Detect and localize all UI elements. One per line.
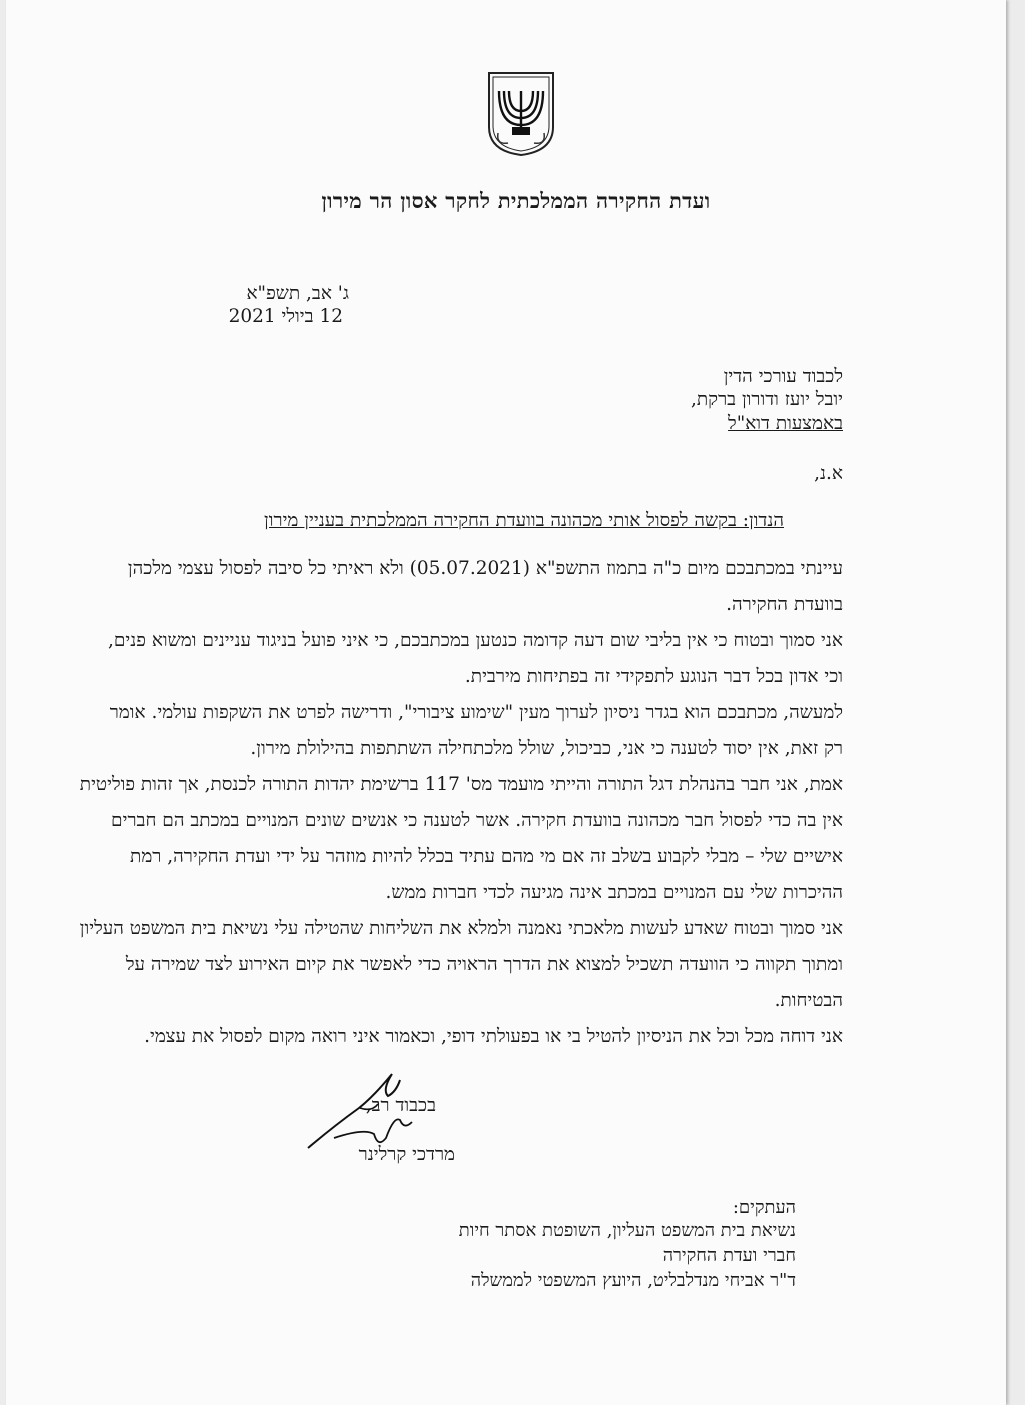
subject-line: הנדון: בקשה לפסול אותי מכהונה בוועדת החקירה הממלכתית בעניין מירון — [264, 510, 784, 531]
body-line: אישיים שלי – מבלי לקבוע בשלב זה אם מי מהם עתיד בכלל להיות מוזהר על ידי ועדת החקירה, רמת — [130, 846, 843, 867]
addressee-line-2: יובל יועז ודורון ברקת, — [691, 389, 843, 410]
date-gregorian: 12 ביולי 2021 — [228, 306, 343, 327]
body-line: עיינתי במכתבכם מיום כ"ה בתמוז התשפ"א (05.07.2021) ולא ראיתי כל סיבה לפסול עצמי מלכהן — [127, 558, 843, 579]
body-line: למעשה, מכתבכם הוא בגדר ניסיון לערוך מעין "שימוע ציבורי", ודרישה לפרט את השקפות עולמי. אומר — [109, 702, 843, 723]
body-line: הבטיחות. — [774, 990, 843, 1011]
body-line: אמת, אני חבר בהנהלת דגל התורה והייתי מועמד מס' 117 ברשימת יהדות התורה לכנסת, אך זהות פוליטית — [79, 774, 843, 795]
state-emblem-icon — [484, 69, 558, 157]
letter-page — [6, 0, 1006, 1405]
date-hebrew: ג' אב, תשפ"א — [246, 283, 349, 304]
body-line: בוועדת החקירה. — [726, 594, 843, 615]
addressee-line-3: באמצעות דוא"ל — [728, 413, 843, 434]
salutation: א.נ, — [814, 463, 843, 484]
body-line: ההיכרות שלי עם המנויים במכתב אינה מגיעה לכדי חברות ממש. — [385, 882, 843, 903]
committee-title: ועדת החקירה הממלכתית לחקר אסון הר מירון — [321, 188, 711, 213]
cc-item: חברי ועדת החקירה — [662, 1245, 796, 1266]
cc-item: נשיאת בית המשפט העליון, השופטת אסתר חיות — [458, 1220, 796, 1241]
body-line: ומתוך תקווה כי הוועדה תשכיל למצוא את הדרך הראויה כדי לאפשר את קיום האירוע לצד שמירה על — [125, 954, 843, 975]
body-line: רק זאת, אין יסוד לטענה כי אני, כביכול, שולל מלכתחילה השתתפות בהילולת מירון. — [250, 738, 843, 759]
body-line: וכי אדון בכל דבר הנוגע לתפקידי זה בפתיחות מירבית. — [464, 666, 843, 687]
body-line: אני סמוך ובטוח שאדע לעשות מלאכתי נאמנה ולמלא את השליחות שהטילה עלי נשיאת בית המשפט העליון — [79, 918, 843, 939]
signer-name: מרדכי קרלינר — [358, 1144, 455, 1165]
letter-body — [79, 551, 843, 1055]
body-line: אני סמוך ובטוח כי אין בליבי שום דעה קדומה כנטען במכתבכם, כי איני פועל בניגוד עניינים ומשוא פנים, — [107, 630, 843, 651]
body-line: אין בה כדי לפסול חבר מכהונה בוועדת חקירה. אשר לטענה כי אנשים שונים המנויים במכתב הם חברים — [111, 810, 843, 831]
body-line: אני דוחה מכל וכל את הניסיון להטיל בי או בפעולתי דופי, וכאמור איני רואה מקום לפסול את עצמי. — [144, 1026, 843, 1047]
cc-heading: העתקים: — [732, 1197, 796, 1218]
closing: בכבוד רב, — [365, 1095, 436, 1116]
cc-item: ד"ר אביחי מנדלבליט, היועץ המשפטי לממשלה — [470, 1270, 796, 1291]
addressee-line-1: לכבוד עורכי הדין — [723, 366, 843, 387]
